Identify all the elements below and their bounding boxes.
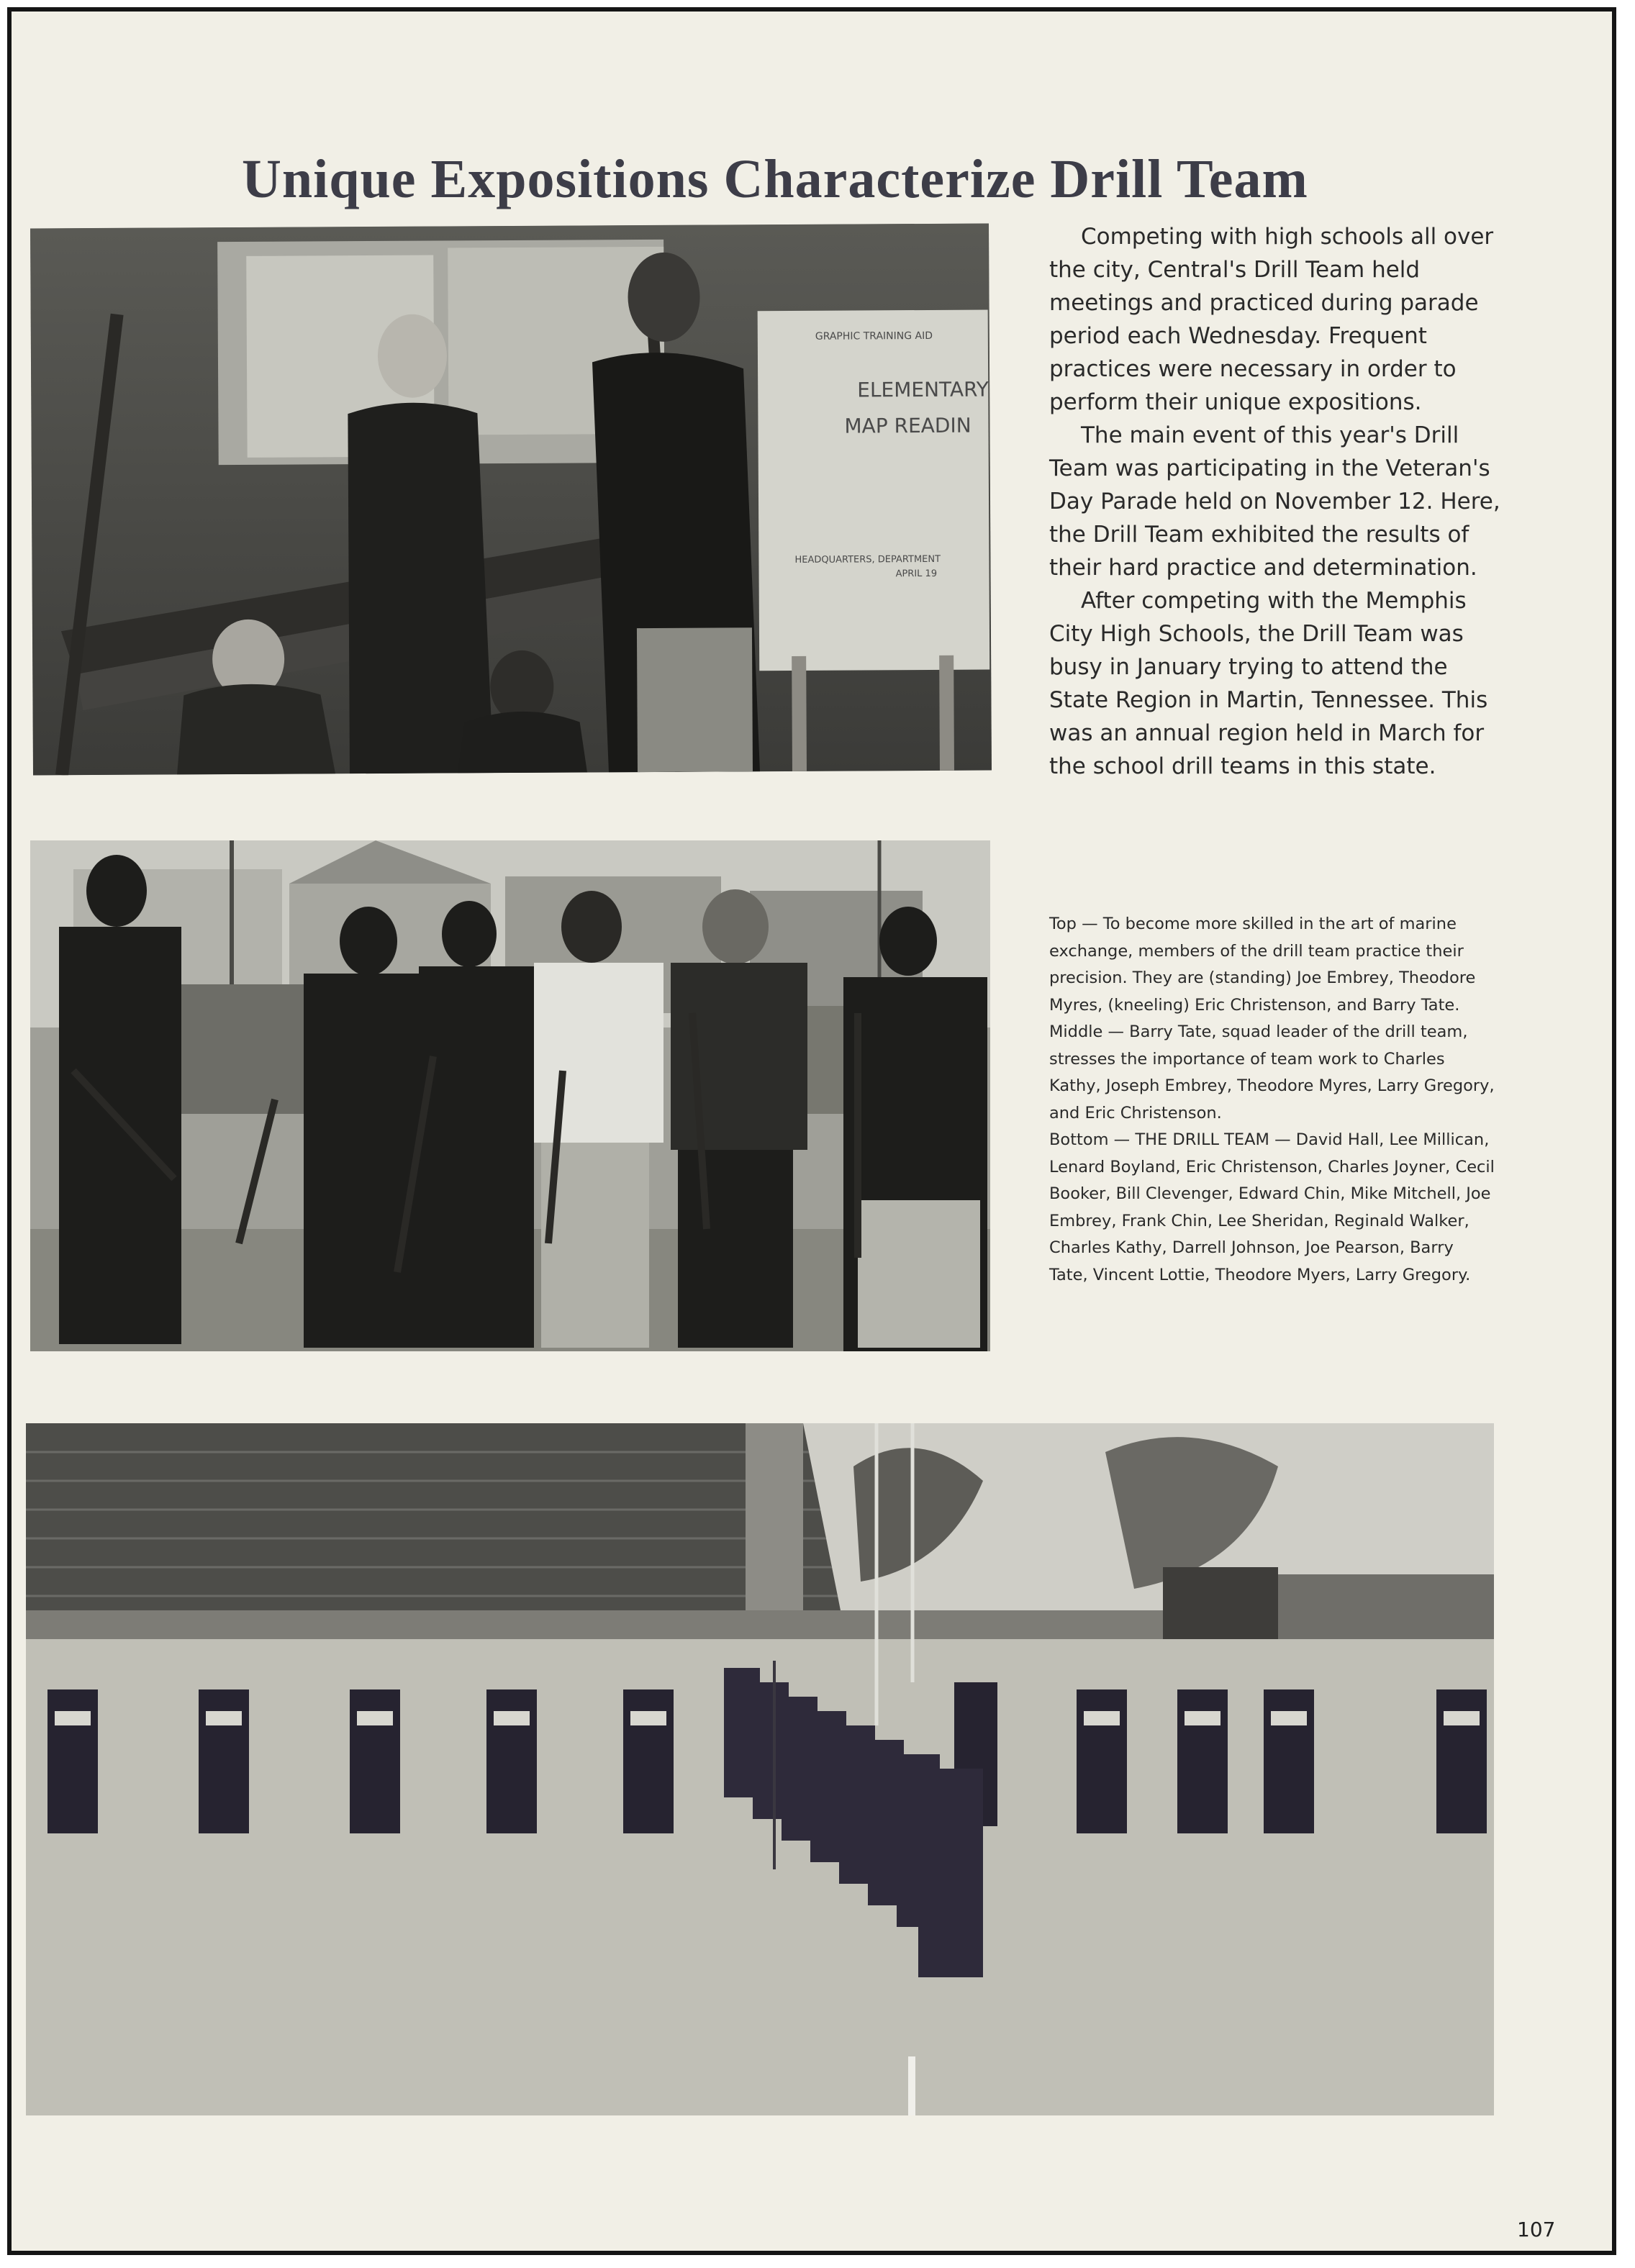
caption-top: Top — To become more skilled in the art of marine exchange, members of the drill team practice their precision. They are (standing) Joe Embrey, Theodore Myres, (kneeling) Eric Christenson, and Barry Tate.: [1049, 915, 1476, 1015]
sign-line-4: HEADQUARTERS, DEPARTMENT: [794, 553, 941, 566]
article-paragraph: Competing with high schools all over the city, Central's Drill Team held meetings and practiced during parade period each Wednesday. Frequent practices were necessary in order to perform their unique expositions.: [1049, 224, 1494, 415]
sign-line-3: MAP READIN: [844, 413, 972, 438]
bottom-photo: [26, 1423, 1494, 2115]
top-photo: [30, 224, 992, 776]
caption-middle: Middle — Barry Tate, squad leader of the drill team, stresses the importance of team work to Charles Kathy, Joseph Embrey, Theodore Myres, Larry Gregory, and Eric Christenson.: [1049, 1022, 1495, 1122]
caption-bottom: Bottom — THE DRILL TEAM — David Hall, Lee Millican, Lenard Boyland, Eric Christenson, Charles Joyner, Cecil Booker, Bill Clevenger, Edward Chin, Mike Mitchell, Joe Embrey, Frank Chin, Lee Sheridan, Reginald Walker, Charles Kathy, Darrell Johnson, Joe Pearson, Barry Tate, Vincent Lottie, Theodore Myers, Larry Gregory.: [1049, 1130, 1495, 1284]
sign-line-2: ELEMENTARY: [857, 377, 989, 402]
photo-captions: [1049, 911, 1495, 1289]
article-paragraph: The main event of this year's Drill Team was participating in the Veteran's Day Parade held on November 12. Here, the Drill Team exhibited the results of their hard practice and determination.: [1049, 422, 1500, 581]
article-paragraph: After competing with the Memphis City High Schools, the Drill Team was busy in January trying to attend the State Region in Martin, Tennessee. This was an annual region held in March for the school drill teams in this state.: [1049, 588, 1488, 779]
sign-line-1: GRAPHIC TRAINING AID: [815, 330, 933, 343]
page-title: Unique Expositions Characterize Drill Team: [242, 149, 1308, 209]
article-body: [1049, 220, 1510, 783]
sign-line-5: APRIL 19: [895, 568, 938, 580]
middle-photo: [30, 840, 990, 1351]
page-number: 107: [1517, 2218, 1556, 2241]
yearbook-page: [7, 7, 1616, 2255]
